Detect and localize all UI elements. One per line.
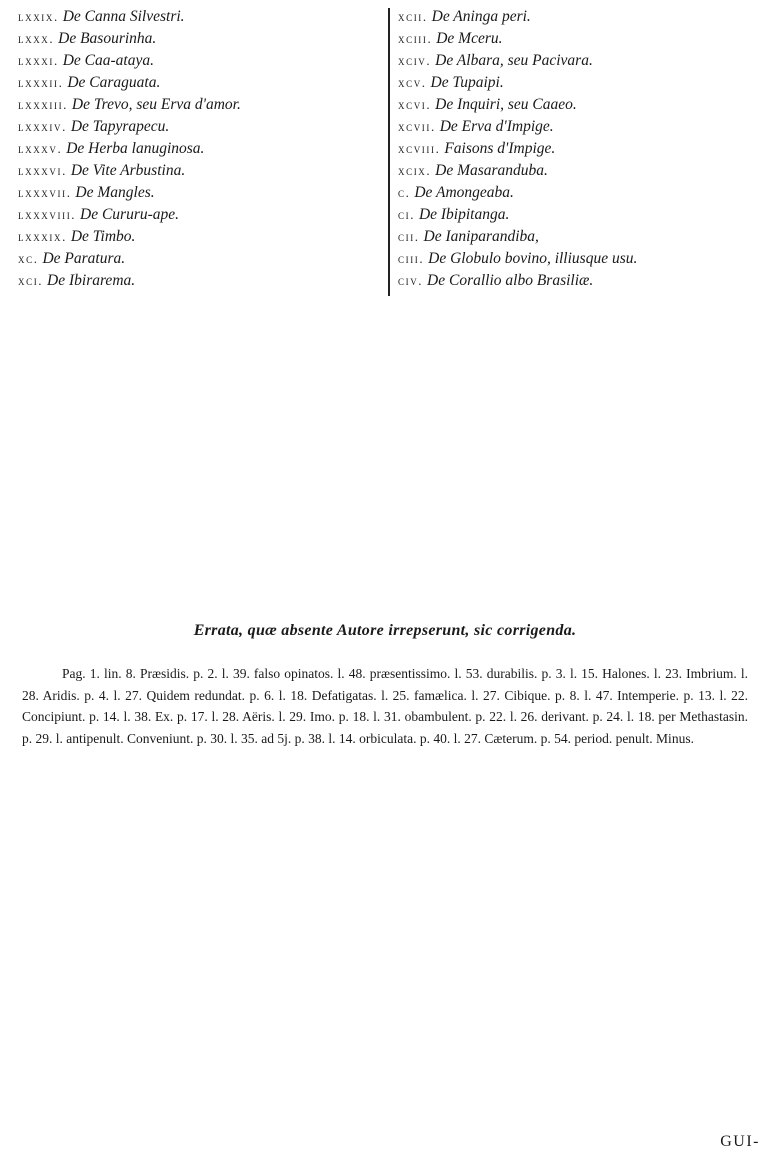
entry-numeral: lxxxvii. [18,185,72,200]
entry-title: De Mangles. [75,184,155,201]
entry-numeral: c. [398,185,411,200]
entry-title: De Paratura. [42,250,126,267]
entry-title: De Caa-ataya. [62,52,154,69]
contents-entry [398,248,758,270]
contents-entry [18,138,380,160]
entry-numeral: lxxxi. [18,53,59,68]
contents-entry [398,182,758,204]
contents-entry [398,138,758,160]
entry-numeral: lxxxviii. [18,207,77,222]
contents-entry [18,6,380,28]
contents-entry [398,50,758,72]
contents-entry [398,6,758,28]
entry-numeral: ciii. [398,251,425,266]
entry-numeral: lxxxvi. [18,163,67,178]
entry-numeral: xciii. [398,31,433,46]
entry-numeral: lxxxii. [18,75,64,90]
entry-title: De Erva d'Impige. [439,118,554,135]
contents-entry [398,204,758,226]
entry-title: De Aninga peri. [431,8,531,25]
contents-entry [18,204,380,226]
entry-title: De Inquiri, seu Caaeo. [435,96,577,113]
entry-title: De Ianiparandiba, [423,228,539,245]
contents-entry [18,50,380,72]
entry-numeral: xcv. [398,75,427,90]
entry-numeral: xci. [18,273,44,288]
entry-title: De Basourinha. [58,30,157,47]
errata-text: Pag. 1. lin. 8. Præsidis. p. 2. l. 39. falso opinatos. l. 48. præsentissimo. l. 53. durabilis. p. 3. l. 15. Halones. l. 23. Imbrium. l. 28. Aridis. p. 4. l. 27. Quidem redundat. p. 6. l. 18. Defatigatas. l. 25. famælica. l. 27. Cibique. p. 8. l. 47. Intemperie. p. 13. l. 22. Concipiunt. p. 14. l. 38. Ex. p. 17. l. 28. Aëris. l. 29. Imo. p. 18. l. 31. obambulent. p. 22. l. 26. derivant. p. 24. l. 18. per Methastasin. p. 29. l. antipenult. Conveniunt. p. 30. l. 35. ad 5j. p. 38. l. 14. orbiculata. p. 40. l. 27. Cæterum. p. 54. period. penult. Minus. [22,666,748,746]
entry-numeral: xcvii. [398,119,436,134]
contents-entry [18,72,380,94]
entry-title: De Herba lanuginosa. [66,140,205,157]
contents-entry [18,28,380,50]
contents-right-column [398,6,758,292]
entry-title: De Amongeaba. [414,184,514,201]
entry-title: De Corallio albo Brasiliæ. [427,272,594,289]
contents-entry [398,226,758,248]
entry-title: De Timbo. [70,228,136,245]
entry-title: De Cururu-ape. [80,206,180,223]
entry-title: De Mceru. [436,30,503,47]
entry-title: De Albara, seu Pacivara. [435,52,593,69]
entry-title: De Ibirarema. [47,272,136,289]
contents-entry [18,270,380,292]
entry-numeral: xc. [18,251,39,266]
contents-entry [398,94,758,116]
table-of-contents [0,6,770,306]
entry-numeral: cii. [398,229,420,244]
entry-numeral: lxxxiv. [18,119,67,134]
entry-title: De Masaranduba. [435,162,548,179]
catchword: GUI- [720,1133,760,1150]
entry-numeral: lxxxix. [18,229,67,244]
entry-numeral: xcvi. [398,97,432,112]
entry-title: Faisons d'Impige. [444,140,556,157]
entry-title: De Ibipitanga. [418,206,510,223]
contents-left-column [18,6,380,292]
entry-numeral: xciv. [398,53,432,68]
contents-entry [398,28,758,50]
errata-heading: Errata, quæ absente Autore irrepserunt, sic corrigenda. [193,622,577,639]
contents-entry [18,182,380,204]
contents-entry [18,116,380,138]
entry-numeral: lxxxiii. [18,97,69,112]
contents-entry [398,116,758,138]
entry-title: De Vite Arbustina. [70,162,186,179]
entry-title: De Trevo, seu Erva d'amor. [71,96,241,113]
contents-entry [18,160,380,182]
entry-numeral: xcix. [398,163,432,178]
entry-title: De Caraguata. [67,74,161,91]
column-divider [388,8,390,296]
entry-numeral: lxxx. [18,31,55,46]
contents-entry [398,72,758,94]
contents-entry [398,270,758,292]
entry-numeral: civ. [398,273,424,288]
entry-title: De Tupaipi. [430,74,504,91]
entry-title: De Canna Silvestri. [62,8,185,25]
contents-entry [398,160,758,182]
entry-numeral: lxxxv. [18,141,63,156]
entry-title: De Globulo bovino, illiusque usu. [428,250,638,267]
contents-entry [18,94,380,116]
entry-numeral: lxxix. [18,9,59,24]
entry-numeral: ci. [398,207,416,222]
entry-numeral: xcviii. [398,141,441,156]
entry-title: De Tapyrapecu. [70,118,170,135]
entry-numeral: xcii. [398,9,428,24]
contents-entry [18,226,380,248]
contents-entry [18,248,380,270]
